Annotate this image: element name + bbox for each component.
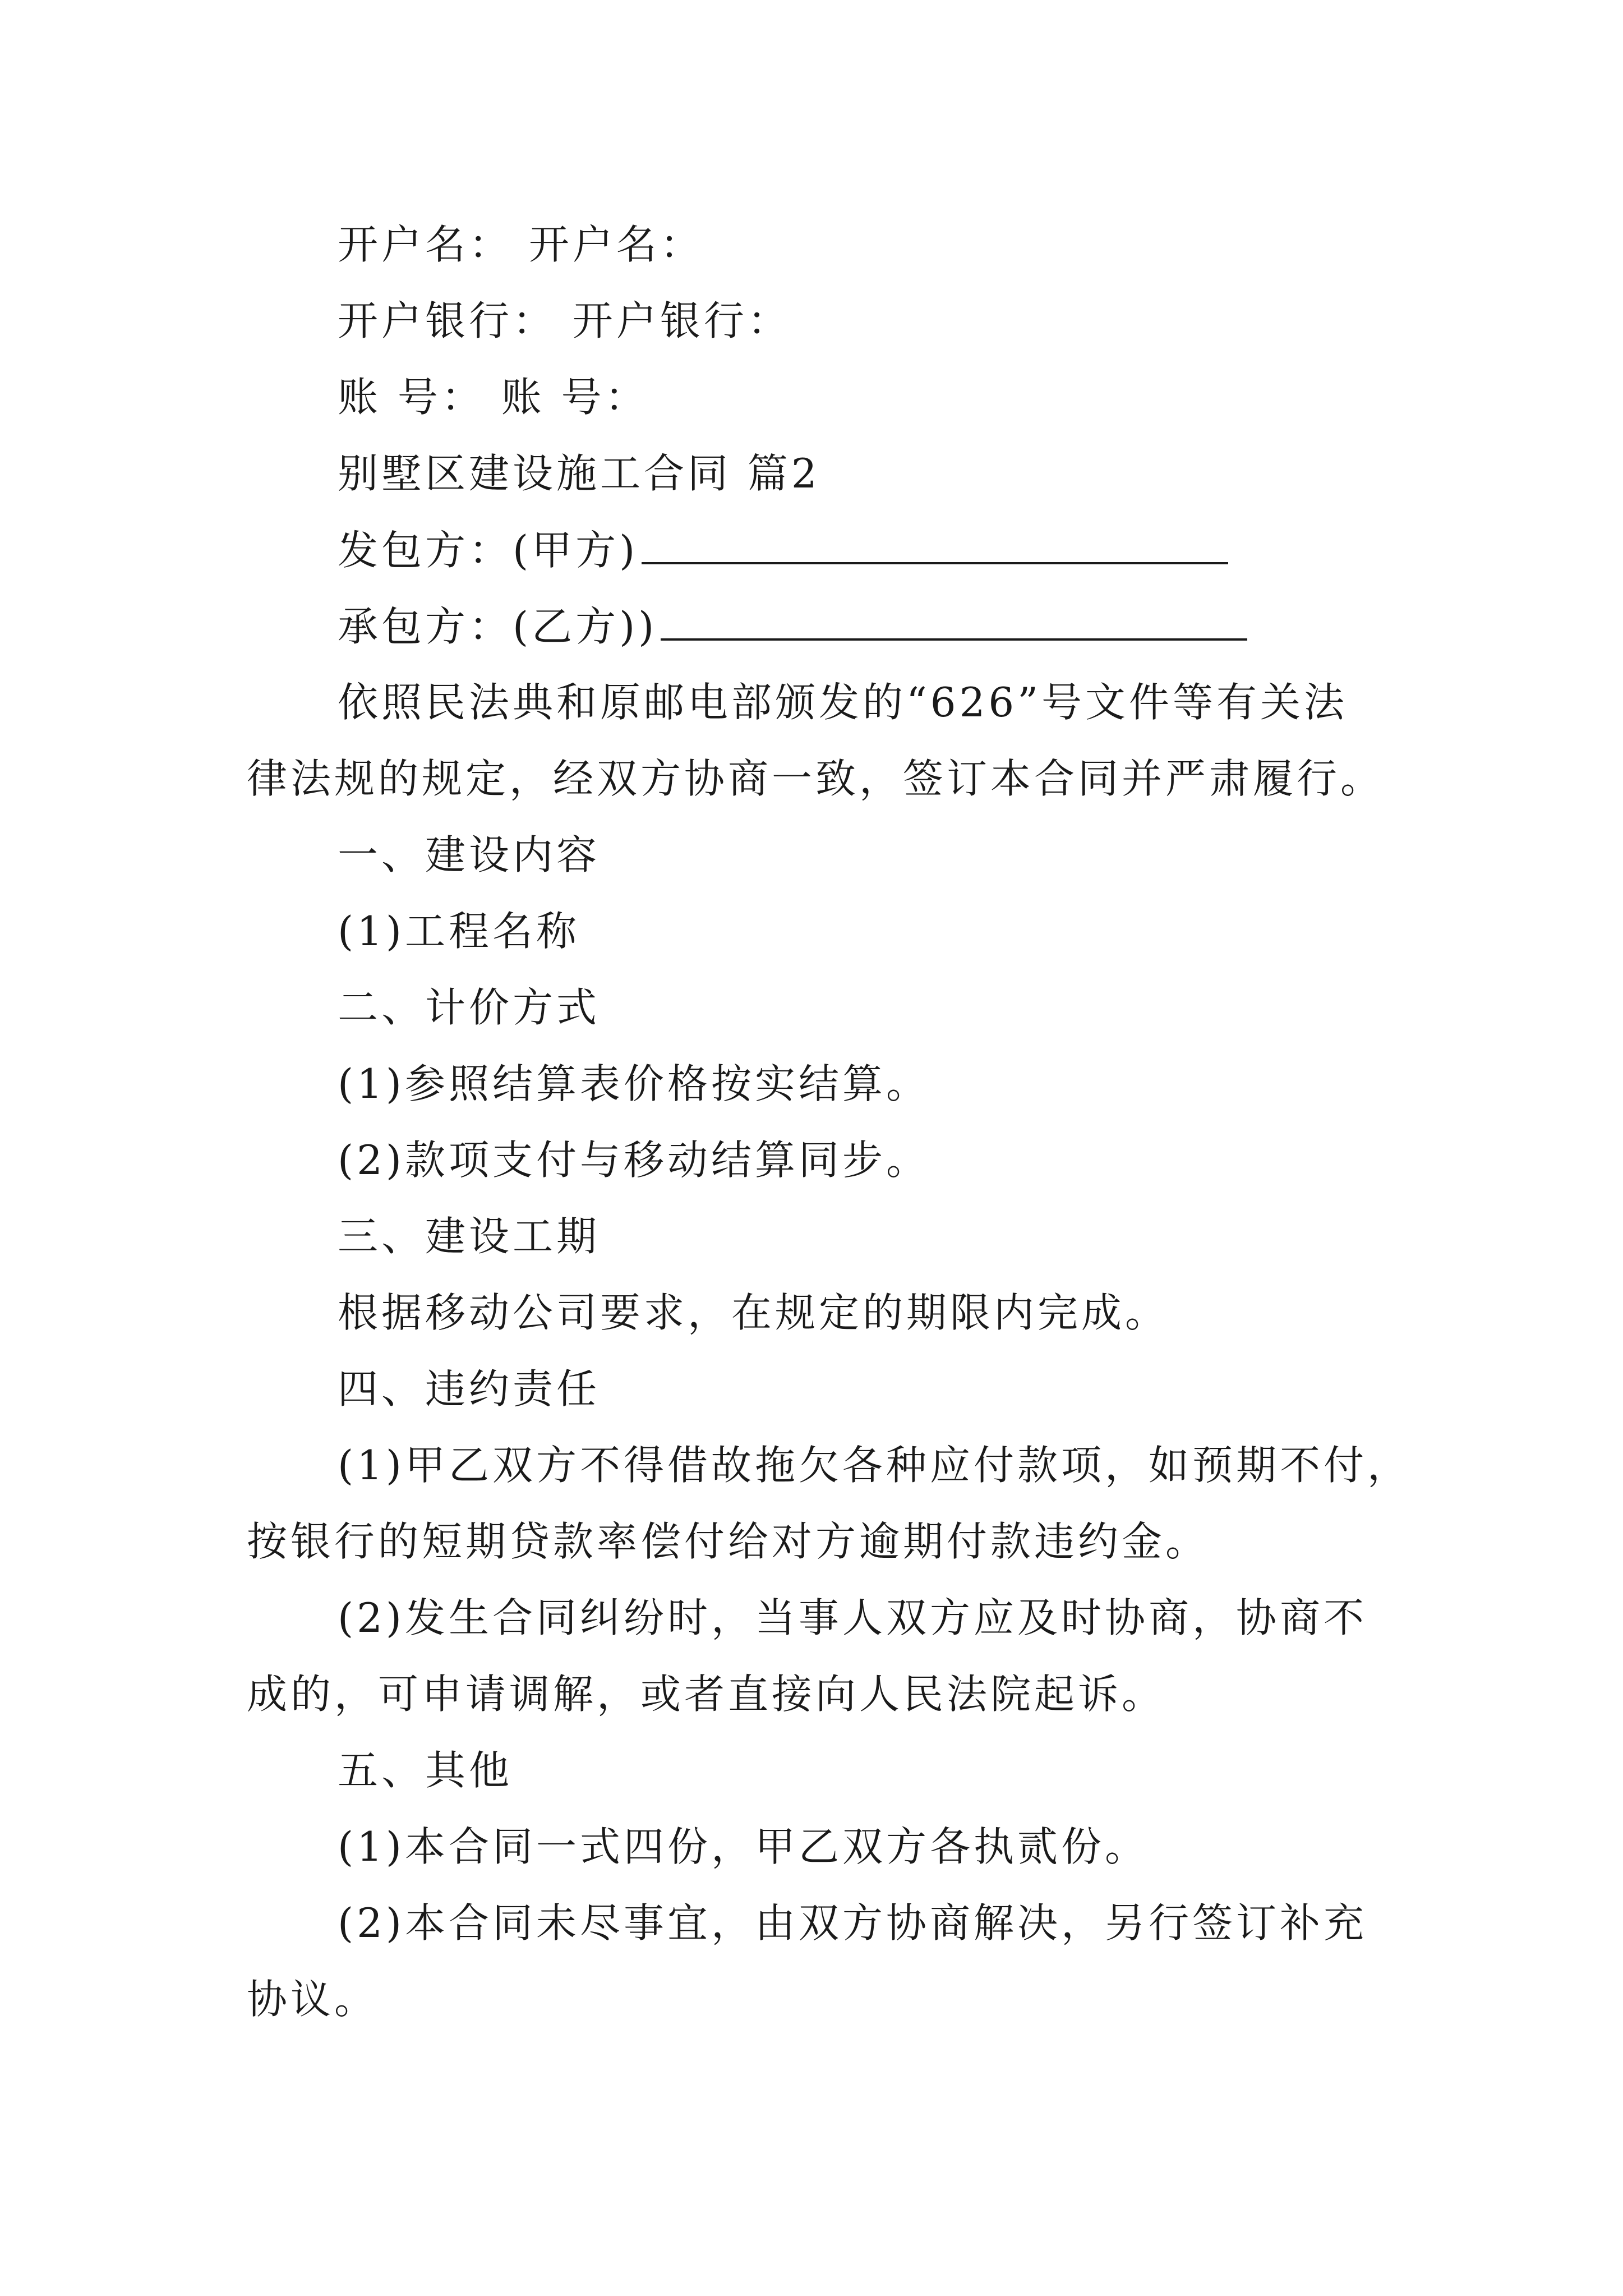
clause-line: (1)参照结算表价格按实结算。 [338,1060,930,1107]
clause-line: (1)工程名称 [338,908,580,955]
clause-line: 根据移动公司要求，在规定的期限内完成。 [338,1289,1169,1336]
intro-paragraph-line: 律法规的规定，经双方协商一致，签订本合同并严肃履行。 [247,755,1385,802]
section-heading: 一、建设内容 [338,831,601,878]
clause-line: 按银行的短期贷款率偿付给对方逾期付款违约金。 [247,1518,1210,1565]
account-name-line: 开户名： 开户名： [338,221,704,268]
section-heading: 二、计价方式 [338,984,601,1031]
section-heading: 五、其他 [338,1747,513,1794]
clause-line: (2)款项支付与移动结算同步。 [338,1137,930,1184]
party-b-label: 承包方：(乙方)) [338,603,658,650]
clause-line: (2)本合同未尽事宜，由双方协商解决，另行签订补充 [338,1899,1367,1947]
section-heading: 四、违约责任 [338,1365,601,1412]
bank-line: 开户银行： 开户银行： [338,297,791,344]
clause-line: (2)发生合同纠纷时，当事人双方应及时协商，协商不 [338,1594,1367,1641]
intro-paragraph-line: 依照民法典和原邮电部颁发的“626”号文件等有关法 [338,679,1348,726]
contract-title-line: 别墅区建设施工合同 篇2 [338,450,820,497]
clause-line: 成的，可申请调解，或者直接向人民法院起诉。 [247,1671,1166,1718]
party-a-line [338,523,1228,577]
clause-line: 协议。 [247,1976,379,2023]
account-number-line: 账 号： 账 号： [338,374,649,421]
clause-line: (1)甲乙双方不得借故拖欠各种应付款项，如预期不付， [338,1442,1411,1489]
section-heading: 三、建设工期 [338,1213,601,1260]
party-b-line [338,599,1247,654]
party-b-blank [661,599,1247,641]
party-a-label: 发包方：(甲方) [338,527,639,574]
party-a-blank [642,523,1228,564]
clause-line: (1)本合同一式四份，甲乙双方各执贰份。 [338,1823,1149,1870]
